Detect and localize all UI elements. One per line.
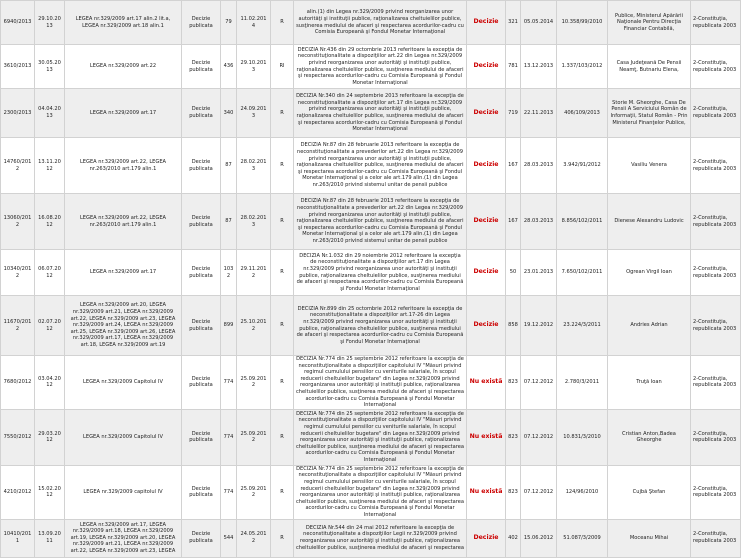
decision-description: DECIZIA Nr.774 din 25 septembrie 2012 referitoare la excepţia de neconstituţionalitate a dispoziţiilor capitolului IV "Măsuri privind regimul cumulului pensiilor cu veniturile salariale, în scopul reducerii cheltuielilor bugetare" din Legea nr.329/2009 privind reorganizarea unor autorităţi şi instituţii publice, raţionalizarea cheltuielilor publice, susţinerea mediului de afaceri şi respectarea acordurilor-cadru cu Comisia Europeană şi Fondul Monetar Internaţional [294, 465, 467, 519]
case-date: 30.05.2013 [35, 45, 65, 89]
decision-description: DECIZIA Nr.87 din 28 februarie 2013 referitoare la excepţia de neconstituţionalitate a prevederilor art.22 din Legea nr.329/2009 privind reorganizarea unor autorităţi şi instituţii publice, raţionalizarea cheltuielilor publice, susţinerea mediului de afaceri şi respectarea acordurilor-cadru cu Comisia Europeană şi Fondul Monetar Internaţional şi a celor ale art.179 alin.(1) din Legea nr.263/2010 privind sistemul unitar de pensii publice [294, 194, 467, 250]
official-gazette-date: 22.11.2013 [521, 89, 557, 138]
decision-date: 24.09.2013 [237, 89, 271, 138]
official-gazette-number: 781 [506, 45, 521, 89]
parties: Publice, Ministerul Apărării Naţionale Pentru Direcţia Financiar Contabilă, [608, 1, 691, 45]
table-row[interactable] [1, 465, 741, 519]
case-object: LEGEA nr.329/2009 art.17, LEGEA nr.329/2009 art.18, LEGEA nr.329/2009 art.19, LEGEA nr.329/2009 art.20, LEGEA nr.329/2009 art.21, LEGEA nr.329/2009 art.22, LEGEA nr.329/2009 art.23, LEGEA [65, 519, 182, 557]
court-case-number: 10.831/3/2010 [557, 409, 608, 465]
case-status: Decizie publicata [182, 250, 221, 296]
case-object: LEGEA nr.329/2009 art.22 [65, 45, 182, 89]
official-gazette-number: 167 [506, 138, 521, 194]
official-gazette-number: 719 [506, 89, 521, 138]
case-status: Decizie publicata [182, 89, 221, 138]
official-gazette-date: 23.01.2013 [521, 250, 557, 296]
case-date: 06.07.2012 [35, 250, 65, 296]
case-date: 15.02.2012 [35, 465, 65, 519]
table-row[interactable] [1, 1, 741, 45]
official-gazette-date: 28.03.2013 [521, 194, 557, 250]
case-number[interactable]: 6940/2013 [1, 1, 35, 45]
decision-description: DECIZIA Nr.899 din 25 octombrie 2012 referitoare la excepţia de neconstituţionalitate a dispoziţiilor art.17-26 din Legea nr.329/2009 privind reorganizarea unor autorităţi şi instituţii publice, raţionalizarea cheltuielilor publice, susţinerea mediului de afaceri şi respectarea acordurilor-cadru cu Comisia Europeană şi Fondul Monetar Internaţional [294, 296, 467, 356]
decision-date: 28.02.2013 [237, 194, 271, 250]
solution-label: Decizie [467, 89, 506, 138]
legal-basis: 2-Constituţia, republicata 2003 [691, 250, 741, 296]
case-status: Decizie publicata [182, 465, 221, 519]
solution-label: Nu există [467, 465, 506, 519]
official-gazette-number: 823 [506, 409, 521, 465]
parties: Casa Judeţeană De Pensii Neamţ, Butnariu Elena, [608, 45, 691, 89]
decision-date: 24.05.2012 [237, 519, 271, 557]
table-row[interactable] [1, 356, 741, 410]
court-case-number: 51.087/3/2009 [557, 519, 608, 557]
solution-label: Decizie [467, 519, 506, 557]
table-row[interactable] [1, 45, 741, 89]
case-date: 03.04.2012 [35, 356, 65, 410]
case-date: 16.08.2012 [35, 194, 65, 250]
case-date: 02.07.2012 [35, 296, 65, 356]
legal-basis: 2-Constituţia, republicata 2003 [691, 138, 741, 194]
table-row[interactable] [1, 194, 741, 250]
solution-label: Decizie [467, 1, 506, 45]
case-object: LEGEA nr.329/2009 art.17 [65, 89, 182, 138]
decision-type: R [271, 409, 294, 465]
case-status: Decizie publicata [182, 194, 221, 250]
case-date: 13.11.2012 [35, 138, 65, 194]
case-status: Decizie publicata [182, 519, 221, 557]
case-number[interactable]: 10410/2011 [1, 519, 35, 557]
decision-date: 25.09.2012 [237, 409, 271, 465]
official-gazette-date: 07.12.2012 [521, 409, 557, 465]
decision-type: R [271, 194, 294, 250]
case-status: Decizie publicata [182, 296, 221, 356]
parties: Cujbă Ştefan [608, 465, 691, 519]
case-number[interactable]: 10340/2012 [1, 250, 35, 296]
legal-basis: 2-Constituţia, republicata 2003 [691, 194, 741, 250]
case-object: LEGEA nr.329/2009 Capitolul IV [65, 409, 182, 465]
court-case-number: 3.942/91/2012 [557, 138, 608, 194]
decision-date: 25.09.2012 [237, 465, 271, 519]
court-case-number: 1.337/103/2012 [557, 45, 608, 89]
decision-number: 899 [221, 296, 237, 356]
case-number[interactable]: 7680/2012 [1, 356, 35, 410]
parties: Andries Adrian [608, 296, 691, 356]
official-gazette-number: 823 [506, 356, 521, 410]
case-date: 29.10.2013 [35, 1, 65, 45]
parties: Vasiliu Venera [608, 138, 691, 194]
decision-description: DECIZIA Nr.436 din 29 octombrie 2013 referitoare la excepţia de neconstituţionalitate a dispoziţiilor art.22 din Legea nr.329/2009 privind reorganizarea unor autorităţi şi instituţii publice, raţionalizarea cheltuielilor publice, susţinerea mediului de afaceri şi respectarea acordurilor-cadru cu Comisia Europeană şi Fondul Monetar Internaţional [294, 45, 467, 89]
case-number[interactable]: 2300/2013 [1, 89, 35, 138]
table-row[interactable] [1, 296, 741, 356]
case-status: Decizie publicata [182, 138, 221, 194]
official-gazette-date: 28.03.2013 [521, 138, 557, 194]
official-gazette-date: 05.05.2014 [521, 1, 557, 45]
case-number[interactable]: 11670/2012 [1, 296, 35, 356]
parties: Ogrean Virgil Ioan [608, 250, 691, 296]
case-number[interactable]: 14760/2012 [1, 138, 35, 194]
court-case-number: 23.224/3/2011 [557, 296, 608, 356]
decision-type: RI [271, 45, 294, 89]
decision-type: R [271, 138, 294, 194]
legal-basis: 2-Constituţia, republicata 2003 [691, 296, 741, 356]
official-gazette-number: 321 [506, 1, 521, 45]
decision-description: DECIZIA Nr.544 din 24 mai 2012 referitoare la excepţia de neconstituţionalitate a dispoziţiilor Legii nr.329/2009 privind reorganizarea unor autorităţi şi instituţii publice, raţionalizarea cheltuielilor publice, susţinerea mediului de afaceri şi respectarea [294, 519, 467, 557]
decision-type: R [271, 465, 294, 519]
official-gazette-number: 858 [506, 296, 521, 356]
decision-date: 29.11.2012 [237, 250, 271, 296]
case-date: 04.04.2013 [35, 89, 65, 138]
official-gazette-date: 13.12.2013 [521, 45, 557, 89]
legal-basis: 2-Constituţia, republicata 2003 [691, 89, 741, 138]
decision-date: 25.10.2012 [237, 296, 271, 356]
decision-number: 774 [221, 409, 237, 465]
parties: Cristian Anton,Badea Gheorghe [608, 409, 691, 465]
case-object: LEGEA nr.329/2009 art.17 alin.2 lit.a, LEGEA nr.329/2009 art.18 alin.1 [65, 1, 182, 45]
solution-label: Nu există [467, 356, 506, 410]
table-row[interactable] [1, 250, 741, 296]
case-date: 13.09.2011 [35, 519, 65, 557]
case-object: LEGEA nr.329/2009 capitolul IV [65, 465, 182, 519]
table-row[interactable] [1, 89, 741, 138]
court-case-number: 406/109/2013 [557, 89, 608, 138]
decision-description: alin.(1) din Legea nr.329/2009 privind reorganizarea unor autorităţi şi instituţii publice, raţionalizarea cheltuielilor publice, susţinerea mediului de afaceri şi respectarea acordurilor-cadru cu Comisia Europeană şi Fondul Monetar Internaţional [294, 1, 467, 45]
case-status: Decizie publicata [182, 45, 221, 89]
table-row[interactable] [1, 519, 741, 557]
legal-basis: 2-Constituţia, republicata 2003 [691, 409, 741, 465]
solution-label: Decizie [467, 250, 506, 296]
case-object: LEGEA nr.329/2009 art.22, LEGEA nr.263/2010 art.179 alin.1 [65, 194, 182, 250]
decision-description: DECIZIA Nr.774 din 25 septembrie 2012 referitoare la excepţia de neconstituţionalitate a dispoziţiilor capitolului IV "Măsuri privind regimul cumulului pensiilor cu veniturile salariale, în scopul reducerii cheltuielilor bugetare" din Legea nr.329/2009 privind reorganizarea unor autorităţi şi instituţii publice, raţionalizarea cheltuielilor publice, susţinerea mediului de afaceri şi respectarea acordurilor-cadru cu Comisia Europeană şi Fondul Monetar Internaţional [294, 409, 467, 465]
decision-type: R [271, 1, 294, 45]
case-number[interactable]: 4210/2012 [1, 465, 35, 519]
court-case-number: 10.358/99/2010 [557, 1, 608, 45]
official-gazette-date: 07.12.2012 [521, 356, 557, 410]
solution-label: Decizie [467, 138, 506, 194]
decision-type: R [271, 519, 294, 557]
decision-number: 87 [221, 138, 237, 194]
official-gazette-number: 50 [506, 250, 521, 296]
table-row[interactable] [1, 138, 741, 194]
case-date: 29.03.2012 [35, 409, 65, 465]
official-gazette-date: 15.06.2012 [521, 519, 557, 557]
decision-number: 774 [221, 465, 237, 519]
case-object: LEGEA nr.329/2009 art.17 [65, 250, 182, 296]
legal-basis: 2-Constituţia, republicata 2003 [691, 356, 741, 410]
official-gazette-number: 167 [506, 194, 521, 250]
case-object: LEGEA nr.329/2009 art.22, LEGEA nr.263/2010 art.179 alin.1 [65, 138, 182, 194]
legal-basis: 2-Constituţia, republicata 2003 [691, 1, 741, 45]
official-gazette-number: 402 [506, 519, 521, 557]
parties: Moceanu Mihai [608, 519, 691, 557]
decision-number: 544 [221, 519, 237, 557]
court-case-number: 2.780/3/2011 [557, 356, 608, 410]
decision-date: 29.10.2013 [237, 45, 271, 89]
legal-basis: 2-Constituţia, republicata 2003 [691, 465, 741, 519]
case-number[interactable]: 13060/2012 [1, 194, 35, 250]
decision-type: R [271, 250, 294, 296]
official-gazette-number: 823 [506, 465, 521, 519]
case-number[interactable]: 7550/2012 [1, 409, 35, 465]
solution-label: Nu există [467, 409, 506, 465]
solution-label: Decizie [467, 45, 506, 89]
court-case-number: 7.650/102/2011 [557, 250, 608, 296]
official-gazette-date: 07.12.2012 [521, 465, 557, 519]
decision-number: 436 [221, 45, 237, 89]
decision-number: 774 [221, 356, 237, 410]
legal-basis: 2-Constituţia, republicata 2003 [691, 45, 741, 89]
decision-number: 79 [221, 1, 237, 45]
decision-number: 340 [221, 89, 237, 138]
decision-description: DECIZIA Nr.340 din 24 septembrie 2013 referitoare la excepţia de neconstituţionalitate a dispoziţiilor art.17 din Legea nr.329/2009 privind reorganizarea unor autorităţi şi instituţii publice, raţionalizarea cheltuielilor publice, susţinerea mediului de afaceri şi respectarea acordurilor-cadru cu Comisia Europeană şi Fondul Monetar Internaţional [294, 89, 467, 138]
case-status: Decizie publicata [182, 409, 221, 465]
decision-number: 87 [221, 194, 237, 250]
court-case-number: 8.856/102/2011 [557, 194, 608, 250]
legal-basis: 2-Constituţia, republicata 2003 [691, 519, 741, 557]
decision-type: R [271, 356, 294, 410]
solution-label: Decizie [467, 296, 506, 356]
parties: Truţă Ioan [608, 356, 691, 410]
table-row[interactable] [1, 409, 741, 465]
case-number[interactable]: 3610/2013 [1, 45, 35, 89]
decision-description: DECIZIA Nr.1.032 din 29 noiembrie 2012 referitoare la excepţia de neconstituţionalitate a dispoziţiilor art.17 din Legea nr.329/2009 privind reorganizarea unor autorităţi şi instituţii publice, raţionalizarea cheltuielilor publice, susţinerea mediului de afaceri şi respectarea acordurilor-cadru cu Comisia Europeană şi Fondul Monetar Internaţional [294, 250, 467, 296]
decision-number: 1032 [221, 250, 237, 296]
decision-type: R [271, 296, 294, 356]
official-gazette-date: 19.12.2012 [521, 296, 557, 356]
decision-description: DECIZIA Nr.774 din 25 septembrie 2012 referitoare la excepţia de neconstituţionalitate a dispoziţiilor capitolului IV "Măsuri privind regimul cumulului pensiilor cu veniturile salariale, în scopul reducerii cheltuielilor bugetare" din Legea nr.329/2009 privind reorganizarea unor autorităţi şi instituţii publice, raţionalizarea cheltuielilor publice, susţinerea mediului de afaceri şi respectarea acordurilor-cadru cu Comisia Europeană şi Fondul Monetar Internaţional [294, 356, 467, 410]
decision-date: 11.02.2014 [237, 1, 271, 45]
case-status: Decizie publicata [182, 1, 221, 45]
decision-date: 25.09.2012 [237, 356, 271, 410]
case-object: LEGEA nr.329/2009 art.20, LEGEA nr.329/2009 art.21, LEGEA nr.329/2009 art.22, LEGEA nr.329/2009 art.23, LEGEA nr.329/2009 art.24, LEGEA nr.329/2009 art.25, LEGEA nr.329/2009 art.26, LEGEA nr.329/2009 art.17, LEGEA nr.329/2009 art.18, LEGEA nr.329/2009 art.19 [65, 296, 182, 356]
case-object: LEGEA nr.329/2009 Capitolul IV [65, 356, 182, 410]
case-status: Decizie publicata [182, 356, 221, 410]
decision-description: DECIZIA Nr.87 din 28 februarie 2013 referitoare la excepţia de neconstituţionalitate a prevederilor art.22 din Legea nr.329/2009 privind reorganizarea unor autorităţi şi instituţii publice, raţionalizarea cheltuielilor publice, susţinerea mediului de afaceri şi respectarea acordurilor-cadru cu Comisia Europeană şi Fondul Monetar Internaţional şi a celor ale art.179 alin.(1) din Legea nr.263/2010 privind sistemul unitar de pensii publice [294, 138, 467, 194]
decision-type: R [271, 89, 294, 138]
decision-date: 28.02.2013 [237, 138, 271, 194]
solution-label: Decizie [467, 194, 506, 250]
parties: Storie M. Gheorghe, Casa De Pensii A Serviciului Român de Informaţii, Statul Român - Prin Ministerul Finanţelor Publice, [608, 89, 691, 138]
parties: Dienese Alexandru Ludovic [608, 194, 691, 250]
court-case-number: 124/96/2010 [557, 465, 608, 519]
